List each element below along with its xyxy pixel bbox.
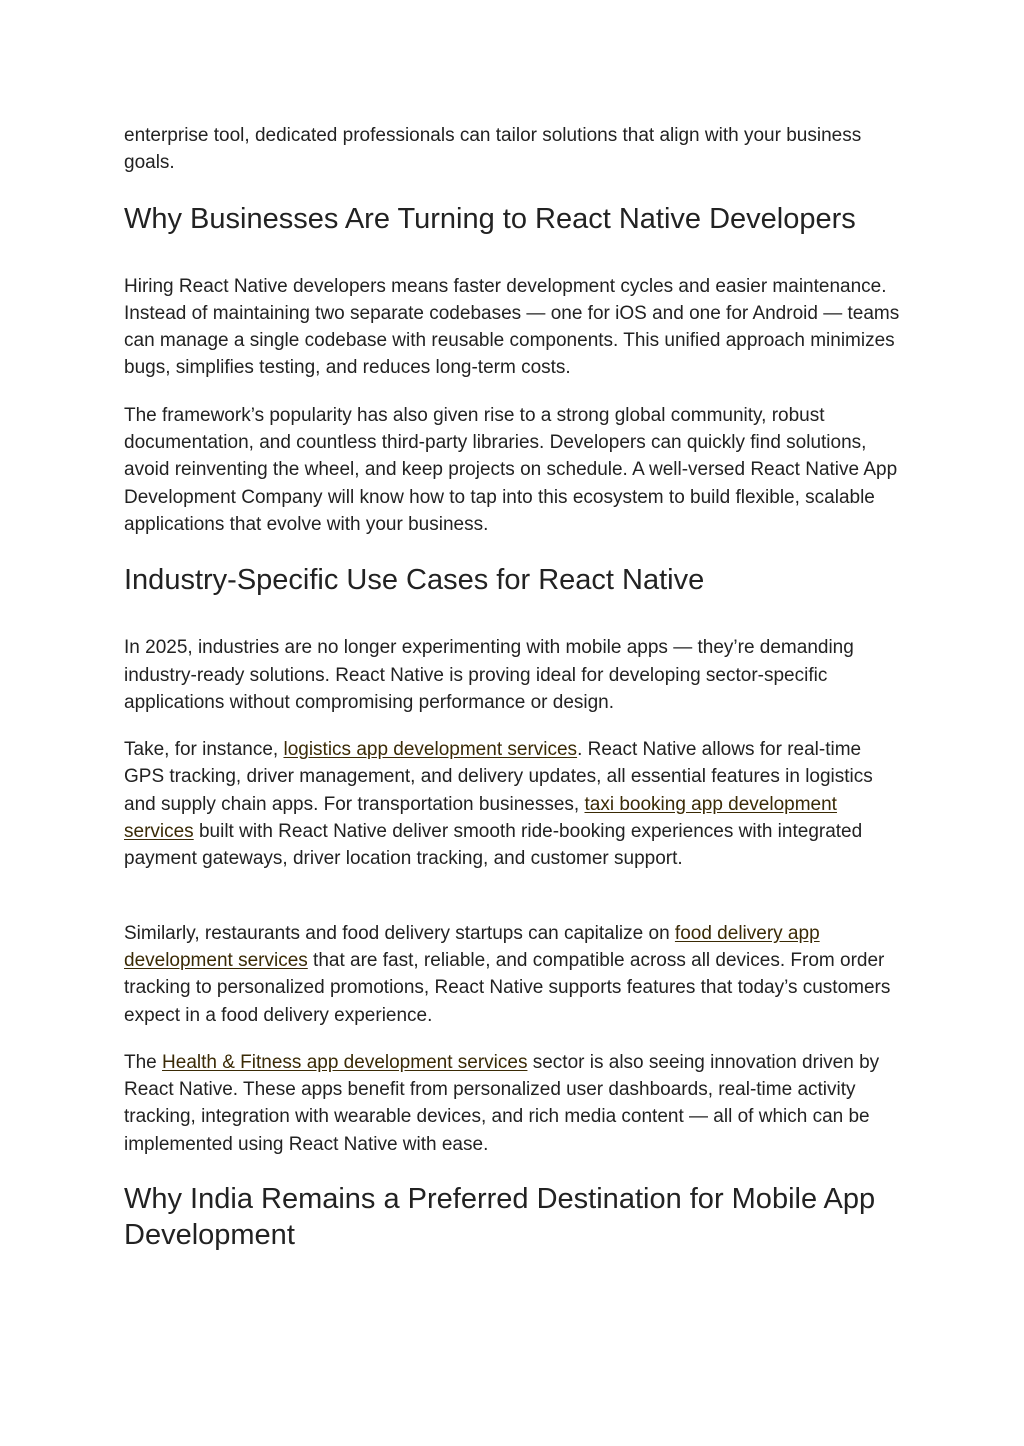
paragraph-industries-2025: In 2025, industries are no longer experimenting with mobile apps — they’re demanding industry-ready solutions. React Native is proving ideal for developing sector-specific applications without compromising performance or design. (124, 637, 854, 713)
link-logistics-app-development[interactable]: logistics app development services (283, 739, 578, 761)
text-span: Take, for instance, (124, 739, 284, 761)
text-span: sector is also seeing innovation driven by React Native. These apps benefit from personalized user dashboards, real-time activity tracking, integration with wearable devices, and rich media content — all of which can be implemented using React Native with ease. (124, 1051, 880, 1155)
paragraph-health-fitness (124, 1049, 904, 1158)
section-heading-why-businesses: Why Businesses Are Turning to React Native Developers (124, 202, 856, 235)
link-food-delivery-app-development[interactable]: food delivery app development services (124, 922, 820, 971)
paragraph-food-delivery (124, 920, 904, 1029)
link-health-fitness-app-development[interactable]: Health & Fitness app development services (162, 1051, 528, 1073)
text-span: built with React Native deliver smooth ride-booking experiences with integrated payment gateways, driver location tracking, and customer support. (124, 821, 863, 870)
text-span: . React Native allows for real-time GPS tracking, driver management, and delivery updates, all essential features in logistics and supply chain apps. For transportation businesses, (124, 739, 873, 815)
link-taxi-booking-app-development[interactable]: taxi booking app development services (124, 793, 837, 843)
section-heading-why-india: Why India Remains a Preferred Destination for Mobile App Development (124, 1183, 876, 1252)
section-heading-industry-use-cases: Industry-Specific Use Cases for React Native (124, 564, 705, 597)
paragraph-hiring-developers: Hiring React Native developers means faster development cycles and easier maintenance. Instead of maintaining two separate codebases — one for iOS and one for Android — teams can manage a single codebase with reusable components. This unified approach minimizes bugs, simplifies testing, and reduces long-term costs. (124, 275, 900, 379)
text-span: Similarly, restaurants and food delivery startups can capitalize on (124, 922, 675, 944)
paragraph-framework-popularity: The framework’s popularity has also given rise to a strong global community, robust documentation, and countless third-party libraries. Developers can quickly find solutions, avoid reinventing the wheel, and keep projects on schedule. A well-versed React Native App Development Company will know how to tap into this ecosystem to build flexible, scalable applications that evolve with your business. (124, 404, 898, 535)
text-span: The (124, 1051, 163, 1073)
text-span: that are fast, reliable, and compatible across all devices. From order tracking to personalized promotions, React Native supports features that today’s customers expect in a food delivery experience. (124, 949, 891, 1026)
paragraph-logistics-taxi (124, 736, 904, 872)
intro-paragraph: enterprise tool, dedicated professionals can tailor solutions that align with your business goals. (124, 125, 862, 174)
